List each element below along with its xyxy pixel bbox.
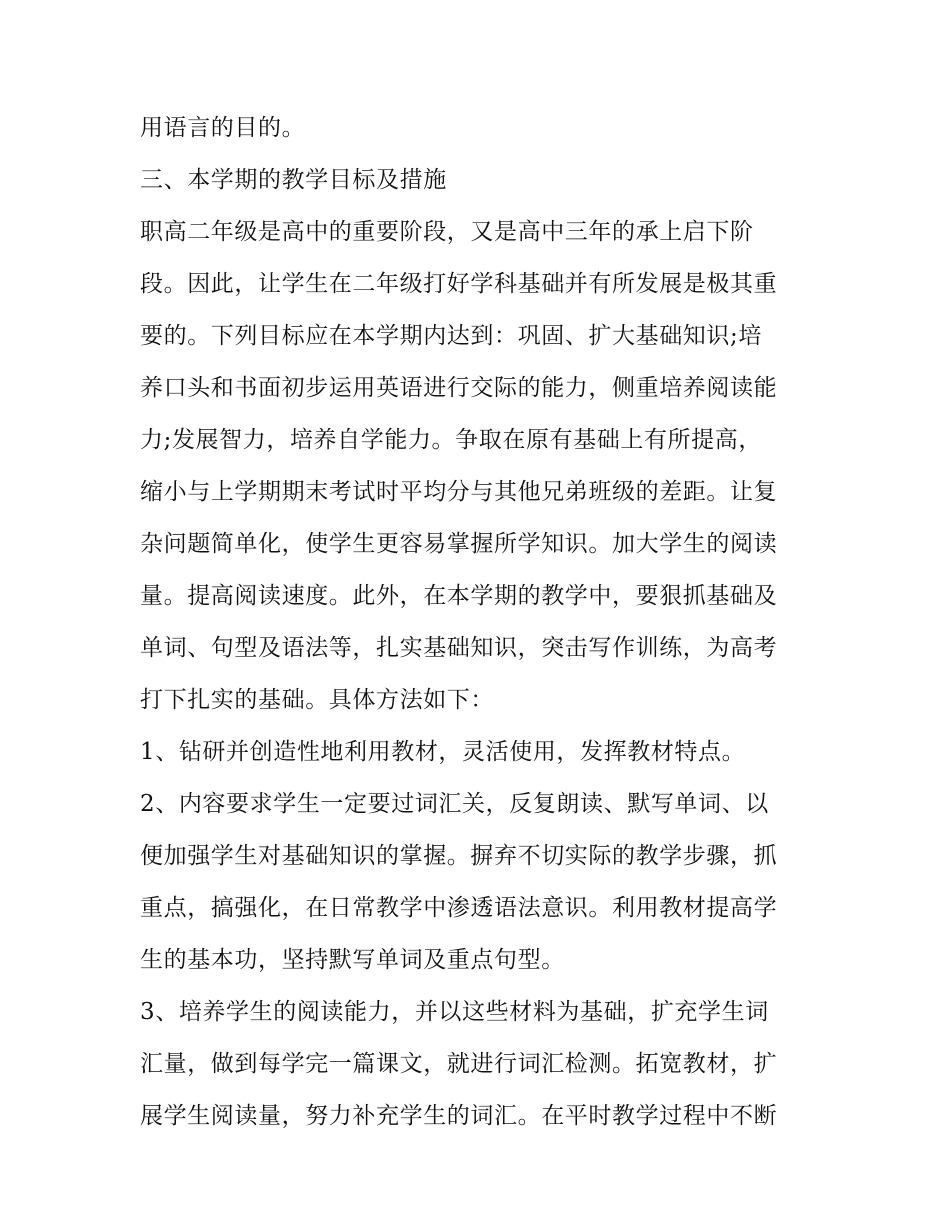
text-line: 重点，搞强化，在日常教学中渗透语法意识。利用教材提高学 <box>140 895 778 921</box>
list-item-3: 3、培养学生的阅读能力，并以这些材料为基础，扩充学生词 <box>140 999 769 1025</box>
section-heading: 三、本学期的教学目标及措施 <box>140 167 447 193</box>
text-line: 展学生阅读量，努力补充学生的词汇。在平时教学过程中不断 <box>140 1103 778 1129</box>
list-item-1: 1、钻研并创造性地利用教材，灵活使用，发挥教材特点。 <box>140 739 746 765</box>
text-line: 生的基本功，坚持默写单词及重点句型。 <box>140 947 565 973</box>
text-line: 打下扎实的基础。具体方法如下： <box>140 687 494 713</box>
text-line: 量。提高阅读速度。此外，在本学期的教学中，要狠抓基础及 <box>140 583 778 609</box>
text-line: 用语言的目的。 <box>140 115 306 141</box>
list-item-2: 2、内容要求学生一定要过词汇关，反复朗读、默写单词、以 <box>140 791 769 817</box>
text-line: 便加强学生对基础知识的掌握。摒弃不切实际的教学步骤，抓 <box>140 843 778 869</box>
text-line: 要的。下列目标应在本学期内达到：巩固、扩大基础知识;培 <box>140 323 762 349</box>
text-line: 杂问题简单化，使学生更容易掌握所学知识。加大学生的阅读 <box>140 531 778 557</box>
text-line: 职高二年级是高中的重要阶段，又是高中三年的承上启下阶 <box>140 219 754 245</box>
text-line: 养口头和书面初步运用英语进行交际的能力，侧重培养阅读能 <box>140 375 778 401</box>
text-line: 缩小与上学期期末考试时平均分与其他兄弟班级的差距。让复 <box>140 479 778 505</box>
text-line: 汇量，做到每学完一篇课文，就进行词汇检测。拓宽教材，扩 <box>140 1051 778 1077</box>
text-line: 单词、句型及语法等，扎实基础知识，突击写作训练，为高考 <box>140 635 778 661</box>
text-line: 力;发展智力，培养自学能力。争取在原有基础上有所提高， <box>140 427 762 453</box>
text-line: 段。因此，让学生在二年级打好学科基础并有所发展是极其重 <box>140 271 778 297</box>
